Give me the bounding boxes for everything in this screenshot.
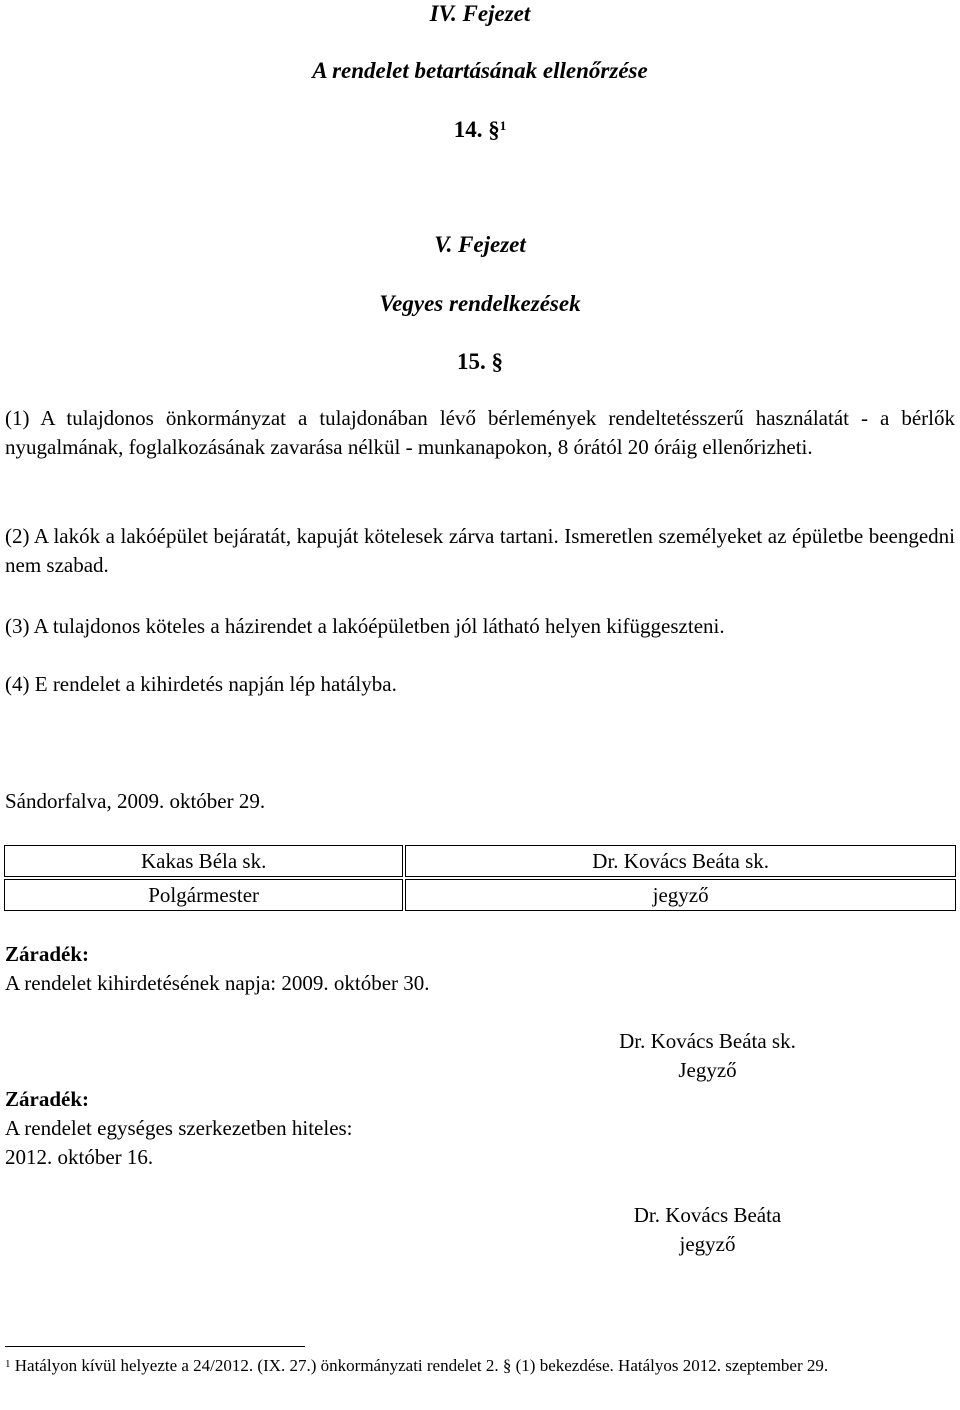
section-14-heading bbox=[0, 116, 960, 144]
signature-3-title: jegyző bbox=[679, 1232, 736, 1256]
section-14-label: 14. § bbox=[453, 117, 500, 142]
paragraph-4: (4) E rendelet a kihirdetés napján lép hatályba. bbox=[5, 672, 397, 696]
section-15-heading: 15. § bbox=[457, 349, 503, 374]
footnote-separator bbox=[5, 1346, 305, 1347]
place-date: Sándorfalva, 2009. október 29. bbox=[5, 789, 266, 813]
chapter-5-title: V. Fejezet bbox=[434, 232, 526, 257]
mayor-name: Kakas Béla sk. bbox=[4, 845, 403, 877]
notary-title: jegyző bbox=[405, 879, 956, 911]
clause-2-date: 2012. október 16. bbox=[5, 1145, 154, 1169]
signature-3-name: Dr. Kovács Beáta bbox=[633, 1203, 782, 1227]
chapter-4-subtitle: A rendelet betartásának ellenőrzése bbox=[312, 58, 648, 83]
paragraph-3: (3) A tulajdonos köteles a házirendet a lakóépületben jól látható helyen kifüggeszteni. bbox=[5, 614, 725, 638]
signature-2-title: Jegyző bbox=[678, 1058, 737, 1082]
footnote-ref: 1 bbox=[499, 118, 507, 133]
clause-2-label: Záradék: bbox=[5, 1087, 89, 1111]
footnote-marker: 1 bbox=[5, 1358, 11, 1370]
chapter-4-title: IV. Fejezet bbox=[429, 1, 531, 26]
notary-name: Dr. Kovács Beáta sk. bbox=[405, 845, 956, 877]
footnote-text: Hatályon kívül helyezte a 24/2012. (IX. 27.) önkormányzati rendelet 2. § (1) bekezdése. Hatályos 2012. szeptember 29. bbox=[14, 1356, 829, 1375]
clause-2-text: A rendelet egységes szerkezetben hiteles: bbox=[5, 1116, 353, 1140]
chapter-5-subtitle: Vegyes rendelkezések bbox=[379, 291, 581, 316]
paragraph-1: (1) A tulajdonos önkormányzat a tulajdonában lévő bérlemények rendeltetésszerű használatát - a bérlők nyugalmának, foglalkozásának zavarása nélkül - munkanapokon, 8 órától 20 óráig ellenőrizheti. bbox=[5, 406, 955, 459]
clause-1-label: Záradék: bbox=[5, 942, 89, 966]
footnote bbox=[5, 1354, 955, 1378]
clause-1-text: A rendelet kihirdetésének napja: 2009. október 30. bbox=[5, 971, 430, 995]
signature-table bbox=[2, 843, 958, 913]
mayor-title: Polgármester bbox=[4, 879, 403, 911]
paragraph-2: (2) A lakók a lakóépület bejáratát, kapuját kötelesek zárva tartani. Ismeretlen személyeket az épületbe beengedni nem szabad. bbox=[5, 524, 955, 577]
signature-2-name: Dr. Kovács Beáta sk. bbox=[619, 1029, 796, 1053]
